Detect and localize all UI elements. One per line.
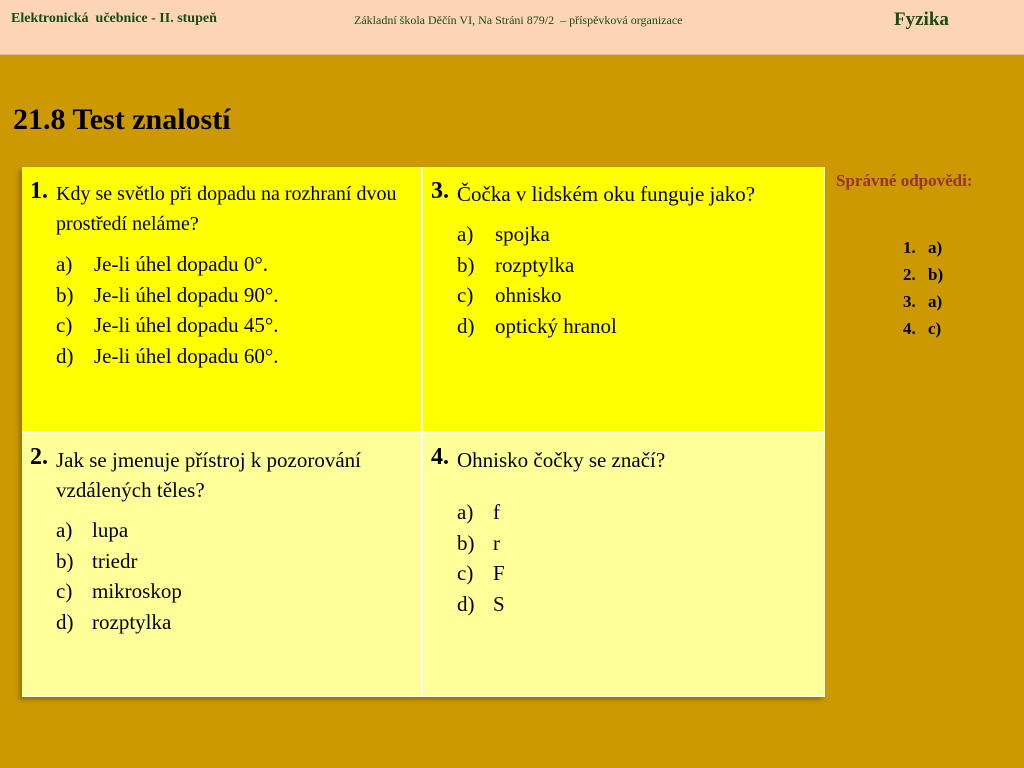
option-c[interactable] [56, 310, 411, 341]
option-label: b) [457, 530, 475, 555]
page-title: 21.8 Test znalostí [13, 103, 231, 136]
option-text: spojka [495, 222, 550, 246]
question-text: Jak se jmenuje přístroj k pozorování vzdálených těles? [56, 448, 362, 502]
option-text: S [493, 591, 505, 616]
option-text: optický hranol [495, 313, 617, 338]
option-label: a) [457, 222, 474, 246]
answer-list [903, 234, 963, 342]
question-text: Čočka v lidském oku funguje jako? [457, 182, 756, 206]
question-number: 2. [30, 444, 48, 470]
option-text: F [493, 561, 505, 585]
question-number: 4. [431, 444, 449, 470]
option-a[interactable] [56, 249, 411, 280]
option-label: a) [457, 500, 474, 524]
option-b[interactable] [457, 528, 814, 559]
option-label: a) [56, 518, 73, 542]
option-label: c) [457, 283, 474, 307]
option-b[interactable] [457, 250, 814, 281]
answer-item [903, 315, 963, 342]
question-text: Kdy se světlo při dopadu na rozhraní dvou prostředí neláme? [56, 183, 397, 235]
option-list [457, 219, 814, 341]
option-label: c) [56, 579, 73, 603]
option-a[interactable] [457, 219, 814, 250]
textbook-name: Elektronická učebnice - II. stupeň [11, 11, 217, 26]
option-text: r [493, 530, 500, 555]
option-text: f [493, 500, 500, 524]
option-c[interactable] [457, 558, 814, 589]
school-name: Základní škola Děčín VI, Na Stráni 879/2 – příspěvková organizace [354, 13, 683, 27]
option-c[interactable] [56, 576, 411, 607]
option-text: mikroskop [92, 579, 182, 603]
question-cell-2 [22, 433, 423, 697]
option-label: d) [457, 591, 475, 616]
question-text: Ohnisko čočky se značí? [457, 448, 666, 472]
answer-number: 3. [903, 292, 916, 311]
header-bar [0, 0, 1024, 55]
answer-item [903, 261, 963, 288]
subject-name: Fyzika [894, 9, 949, 30]
option-label: d) [56, 609, 74, 634]
option-text: lupa [92, 518, 129, 542]
option-label: d) [56, 343, 74, 368]
option-label: d) [457, 313, 475, 338]
option-text: Je-li úhel dopadu 0°. [94, 252, 269, 276]
question-1 [32, 179, 411, 239]
answer-key [836, 171, 973, 338]
option-d[interactable] [457, 589, 814, 620]
answer-value: a) [928, 238, 943, 257]
option-text: Je-li úhel dopadu 90°. [94, 282, 279, 307]
question-number: 3. [431, 178, 449, 204]
answer-item [903, 234, 963, 261]
answer-value: a) [928, 292, 943, 311]
option-list [56, 515, 411, 637]
quiz-table [22, 167, 825, 697]
option-list [457, 497, 814, 619]
question-cell-3 [423, 167, 825, 433]
option-text: triedr [92, 548, 138, 573]
option-b[interactable] [56, 280, 411, 311]
question-3 [433, 179, 814, 209]
option-b[interactable] [56, 546, 411, 577]
option-text: rozptylka [92, 609, 172, 634]
question-cell-1 [22, 167, 423, 433]
option-label: c) [56, 313, 73, 337]
option-label: c) [457, 561, 474, 585]
option-a[interactable] [56, 515, 411, 546]
option-label: b) [56, 282, 74, 307]
question-number: 1. [30, 178, 48, 204]
answer-value: c) [928, 319, 942, 338]
answer-number: 2. [903, 265, 916, 284]
option-d[interactable] [56, 607, 411, 638]
answer-item [903, 288, 963, 315]
answer-value: b) [928, 265, 944, 284]
option-label: b) [457, 252, 475, 277]
answer-number: 1. [903, 238, 916, 257]
question-4 [433, 445, 814, 475]
option-a[interactable] [457, 497, 814, 528]
question-2 [32, 445, 411, 505]
question-cell-4 [423, 433, 825, 697]
option-text: Je-li úhel dopadu 60°. [94, 343, 279, 368]
answer-key-heading: Správné odpovědi: [836, 171, 973, 190]
answer-number: 4. [903, 319, 916, 338]
option-list [56, 249, 411, 371]
option-d[interactable] [56, 341, 411, 372]
option-d[interactable] [457, 311, 814, 342]
option-label: b) [56, 548, 74, 573]
option-text: rozptylka [495, 252, 575, 277]
option-text: Je-li úhel dopadu 45°. [94, 313, 279, 337]
option-c[interactable] [457, 280, 814, 311]
option-text: ohnisko [495, 283, 562, 307]
option-label: a) [56, 252, 73, 276]
